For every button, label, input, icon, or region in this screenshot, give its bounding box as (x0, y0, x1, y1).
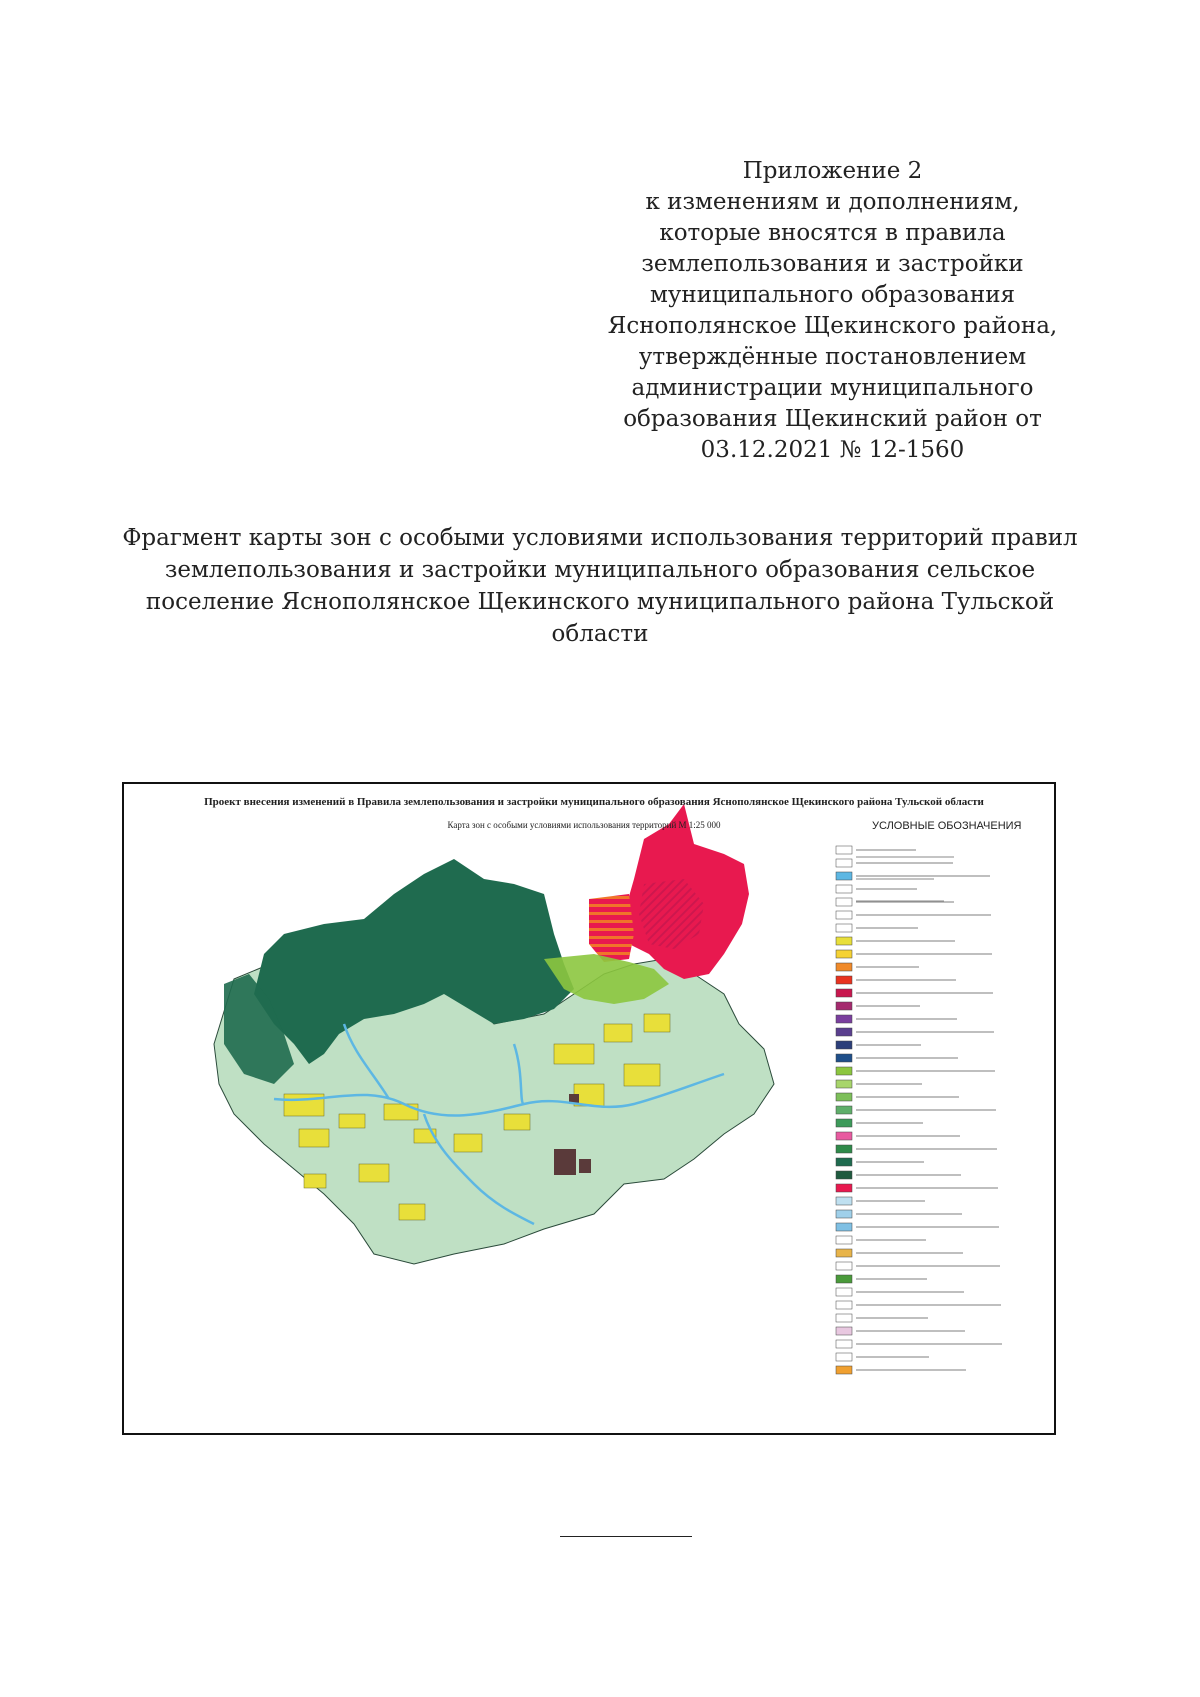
legend-swatch (836, 1171, 852, 1179)
closing-rule (560, 1536, 692, 1537)
legend-swatch (836, 898, 852, 906)
legend-swatch (836, 937, 852, 945)
appendix-line: администрации муниципального (631, 375, 1034, 401)
legend-swatch (836, 1301, 852, 1309)
appendix-line: образования Щекинский район от (623, 406, 1042, 432)
legend-swatch (836, 1275, 852, 1283)
document-title (100, 522, 1100, 650)
title-line: Фрагмент карты зон с особыми условиями использования территорий правил (122, 525, 1078, 551)
legend-swatch (836, 1106, 852, 1114)
legend-swatch (836, 924, 852, 932)
map-image (122, 782, 1056, 1435)
legend-swatch (836, 872, 852, 880)
legend-swatch (836, 1015, 852, 1023)
striped-zone (589, 894, 634, 962)
appendix-line: Приложение 2 (742, 158, 923, 184)
legend-swatch (836, 1145, 852, 1153)
legend-swatch (836, 1080, 852, 1088)
appendix-line: к изменениям и дополнениям, (645, 189, 1020, 215)
legend-swatch (836, 1210, 852, 1218)
legend-swatch (836, 1093, 852, 1101)
legend-swatch (836, 1223, 852, 1231)
map-header: Проект внесения изменений в Правила землепользования и застройки муниципального образования Яснополянское Щекинского района Тульской области (204, 796, 984, 808)
legend-swatch (836, 1262, 852, 1270)
legend-swatch (836, 859, 852, 867)
title-line: поселение Яснополянское Щекинского муниципального района Тульской (145, 589, 1055, 615)
appendix-line: землепользования и застройки (641, 251, 1024, 277)
legend-swatch (836, 1002, 852, 1010)
legend-swatch (836, 1249, 852, 1257)
appendix-line: которые вносятся в правила (659, 220, 1006, 246)
legend-swatch (836, 1119, 852, 1127)
legend-swatches (836, 846, 1002, 1374)
legend-swatch (836, 1041, 852, 1049)
legend-swatch (836, 1353, 852, 1361)
legend-title: УСЛОВНЫЕ ОБОЗНАЧЕНИЯ (872, 820, 1022, 832)
appendix-line: муниципального образования (649, 282, 1016, 308)
legend-swatch (836, 1197, 852, 1205)
legend-swatch (836, 976, 852, 984)
title-line: землепользования и застройки муниципального образования сельское (164, 557, 1036, 583)
map-subheader: Карта зон с особыми условиями использования территорий М 1:25 000 (447, 820, 721, 830)
legend-swatch (836, 950, 852, 958)
legend-swatch (836, 989, 852, 997)
appendix-line: Яснополянское Щекинского района, (607, 313, 1058, 339)
legend-swatch (836, 1327, 852, 1335)
appendix-line: утверждённые постановлением (638, 344, 1027, 370)
legend-swatch (836, 1132, 852, 1140)
legend-swatch (836, 885, 852, 893)
appendix-block (600, 156, 1065, 466)
legend-swatch (836, 911, 852, 919)
legend-swatch (836, 1366, 852, 1374)
legend-swatch (836, 1340, 852, 1348)
legend-swatch (836, 1236, 852, 1244)
legend-swatch (836, 1054, 852, 1062)
legend-swatch (836, 1158, 852, 1166)
legend-swatch (836, 1184, 852, 1192)
legend-swatch (836, 1067, 852, 1075)
legend-swatch (836, 1314, 852, 1322)
legend-swatch (836, 846, 852, 854)
legend-swatch (836, 1028, 852, 1036)
zone-map-drawing (124, 784, 1054, 1433)
title-line: области (551, 621, 649, 647)
appendix-line: 03.12.2021 № 12-1560 (700, 437, 965, 463)
legend-swatch (836, 1288, 852, 1296)
legend-swatch (836, 963, 852, 971)
